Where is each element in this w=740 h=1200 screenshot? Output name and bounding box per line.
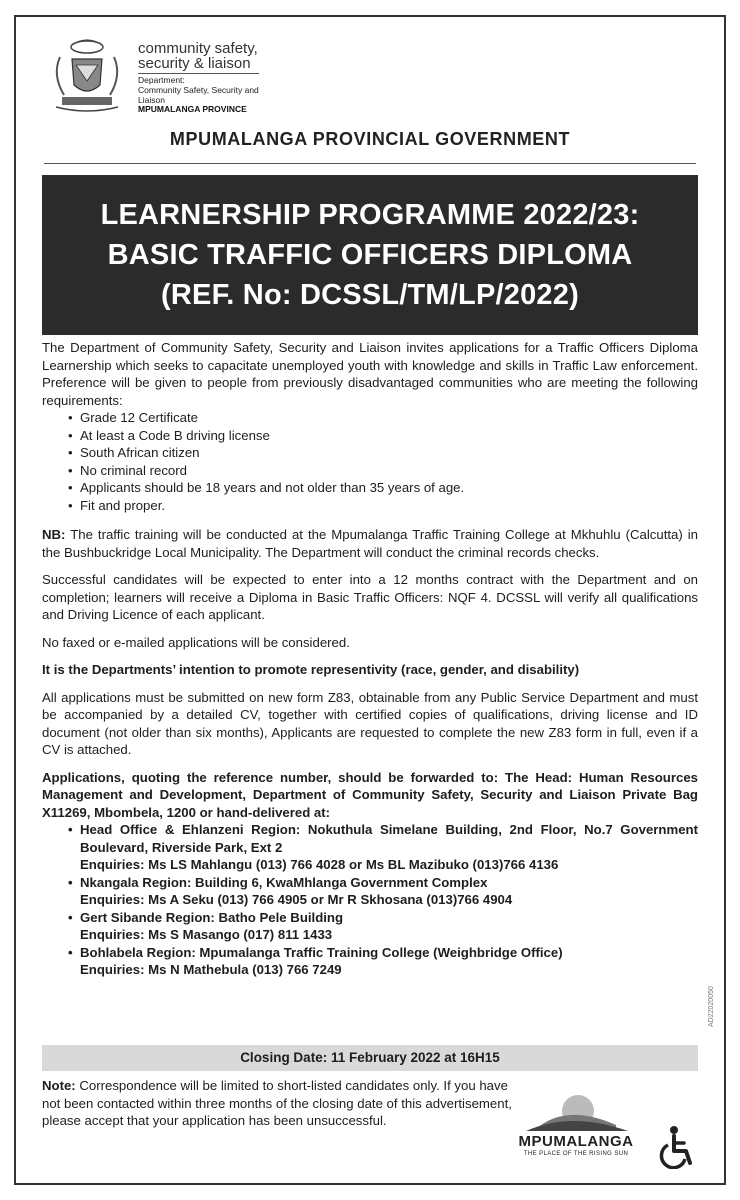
list-item: • Fit and proper. [42, 497, 698, 515]
divider [44, 163, 696, 164]
department-label: Department: [138, 75, 185, 85]
department-logo [42, 35, 262, 125]
mpumalanga-logo [516, 1089, 636, 1169]
coat-of-arms-icon [42, 35, 132, 115]
list-item: • No criminal record [42, 462, 698, 480]
region-office: Nkangala Region: Building 6, KwaMhlanga Government Complex [80, 874, 488, 890]
nb-text: The traffic training will be conducted at the Mpumalanga Traffic Training College at Mkhuhlu (Calcutta) in the Bushbuckridge Local Municipality. The Department will conduct the criminal records checks. [42, 527, 698, 560]
banner-line-1: LEARNERSHIP PROGRAMME 2022/23: [100, 199, 640, 231]
logo-line-2: security & liaison [138, 56, 259, 74]
logo-line-1: community safety, [138, 40, 258, 57]
requirements-list [42, 409, 698, 514]
list-item [42, 944, 698, 979]
ad-reference: AD22020050 [708, 986, 715, 1027]
list-item: • South African citizen [42, 444, 698, 462]
province-name: MPUMALANGA PROVINCE [138, 104, 247, 115]
region-enquiries: Enquiries: Ms S Masango (017) 811 1433 [80, 927, 333, 942]
region-office: Head Office & Ehlanzeni Region: Nokuthula Simelane Building, 2nd Floor, No.7 Government Boulevard, Riverside Park, Ext 2 [80, 822, 698, 855]
region-enquiries: Enquiries: Ms N Mathebula (013) 766 7249 [80, 962, 342, 977]
list-item [42, 874, 698, 909]
nb-label: NB: [42, 527, 66, 542]
nb-paragraph [42, 526, 698, 561]
list-item: • At least a Code B driving license [42, 427, 698, 445]
list-item [42, 821, 698, 874]
region-enquiries: Enquiries: Ms A Seku (013) 766 4905 or Mr R Skhosana (013)766 4904 [80, 892, 513, 907]
banner-line-2: BASIC TRAFFIC OFFICERS DIPLOMA [107, 239, 633, 271]
applications-paragraph: Applications, quoting the reference number, should be forwarded to: The Head: Human Resources Management and Development, Department of Community Safety, Security and Liaison Private Bag X11269, Mbombela, 1200 or hand-delivered at: [42, 769, 698, 820]
region-enquiries: Enquiries: Ms LS Mahlangu (013) 766 4028 or Ms BL Mazibuko (013)766 4136 [80, 857, 559, 872]
brand-word: MPUMALANGA [518, 1133, 634, 1150]
closing-date-bar: Closing Date: 11 February 2022 at 16H15 [42, 1045, 698, 1071]
intro-paragraph: The Department of Community Safety, Security and Liaison invites applications for a Traffic Officers Diploma Learnership which seeks to capacitate unemployed youth with knowledge and skills in Traffic Law enforcement. Preference will be given to people from previously disadvantaged communities who are meeting the following requirements: [42, 340, 698, 408]
no-fax-paragraph: No faxed or e-mailed applications will be considered. [42, 634, 350, 650]
title-banner [42, 175, 698, 335]
advertisement [14, 15, 726, 1185]
advert-body [42, 339, 698, 991]
regions-list [42, 821, 698, 979]
list-item [42, 909, 698, 944]
brand-tagline: THE PLACE OF THE RISING SUN [523, 1151, 629, 1157]
note-text: Correspondence will be limited to short-listed candidates only. If you have not been contacted within three months of the closing date of this advertisement, please accept that your application has been unsuccessful. [42, 1078, 512, 1128]
note-label: Note: [42, 1078, 76, 1093]
region-office: Bohlabela Region: Mpumalanga Traffic Training College (Weighbridge Office) [80, 944, 563, 960]
contract-paragraph: Successful candidates will be expected to enter into a 12 months contract with the Department and on completion; learners will receive a Diploma in Basic Traffic Officers: NQF 4. DCSSL will verify all qualifications and Driving Licence of each applicant. [42, 572, 698, 622]
department-name-2: Liaison [138, 94, 165, 105]
representivity-paragraph: It is the Departments’ intention to promote representivity (race, gender, and disability) [42, 662, 580, 677]
department-name-1: Community Safety, Security and [138, 84, 259, 95]
z83-paragraph: All applications must be submitted on new form Z83, obtainable from any Public Service Department and must be accompanied by a detailed CV, together with certified copies of qualifications, driving license and ID document (not older than six months), Applicants are requested to complete the new Z83 form in full, even if a CV is attached. [42, 689, 698, 757]
list-item: • Grade 12 Certificate [42, 409, 698, 427]
list-item: • Applicants should be 18 years and not older than 35 years of age. [42, 479, 698, 497]
wheelchair-icon [658, 1125, 698, 1169]
government-title: MPUMALANGA PROVINCIAL GOVERNMENT [169, 129, 571, 149]
note-paragraph [42, 1077, 512, 1130]
rising-sun-logo-icon [516, 1089, 636, 1135]
region-office: Gert Sibande Region: Batho Pele Building [80, 909, 344, 925]
banner-line-3: (REF. No: DCSSL/TM/LP/2022) [161, 279, 579, 311]
